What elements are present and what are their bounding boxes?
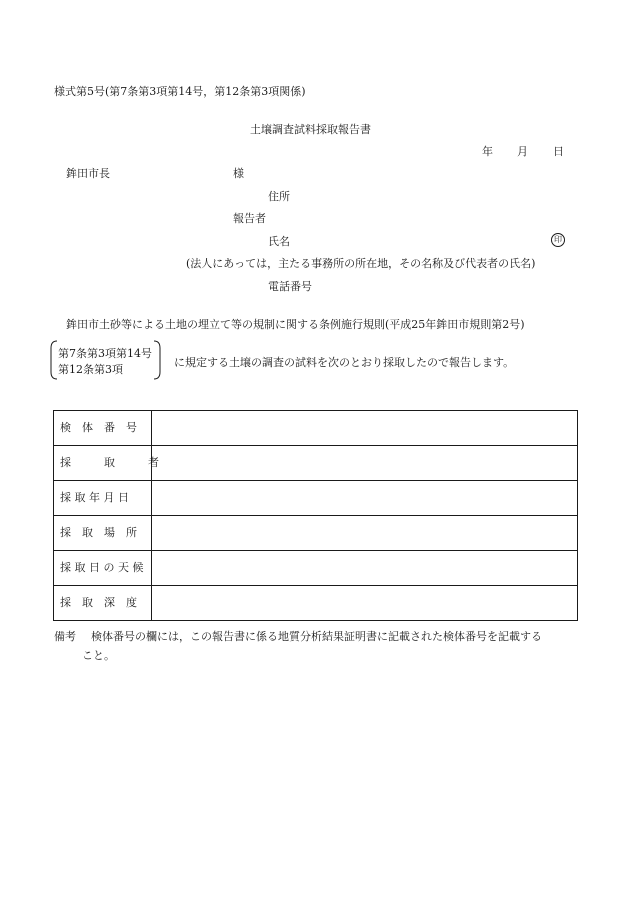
- table-row: [54, 411, 578, 446]
- row-label-collector: 採 取 者: [54, 446, 152, 481]
- reporter-label: 報告者: [233, 212, 266, 225]
- date-year-label: 年: [482, 145, 493, 158]
- row-value-collection-site[interactable]: [152, 516, 578, 551]
- table-row: [54, 551, 578, 586]
- article-reference-2: 第12条第3項: [58, 363, 123, 376]
- phone-label: 電話番号: [268, 280, 312, 293]
- document-title: 土壌調査試料採取報告書: [250, 123, 371, 136]
- body-text: に規定する土壌の調査の試料を次のとおり採取したので報告します。: [174, 356, 515, 369]
- addressee: 鉾田市長: [66, 167, 110, 180]
- row-value-weather[interactable]: [152, 551, 578, 586]
- date-month-label: 月: [517, 145, 528, 158]
- regulation-line: 鉾田市土砂等による土地の埋立て等の規制に関する条例施行規則(平成25年鉾田市規則第2号): [66, 318, 525, 331]
- date-day-label: 日: [553, 145, 564, 158]
- remarks-label: 備考: [54, 630, 76, 643]
- row-label-weather: 採 取 日 の 天 候: [54, 551, 152, 586]
- table-row: [54, 586, 578, 621]
- remarks-text: 検体番号の欄には，この報告書に係る地質分析結果証明書に記載された検体番号を記載する: [91, 630, 542, 643]
- honorific: 様: [233, 167, 244, 180]
- row-value-collector[interactable]: [152, 446, 578, 481]
- form-number: 様式第5号(第7条第3項第14号，第12条第3項関係): [54, 85, 306, 98]
- report-table: [53, 410, 578, 621]
- row-label-specimen-number: 検 体 番 号: [54, 411, 152, 446]
- row-label-collection-date: 採 取 年 月 日: [54, 481, 152, 516]
- corporate-note: (法人にあっては，主たる事務所の所在地，その名称及び代表者の氏名): [186, 257, 536, 270]
- name-label: 氏名: [268, 235, 290, 248]
- article-reference-1: 第7条第3項第14号: [58, 347, 152, 360]
- row-value-collection-depth[interactable]: [152, 586, 578, 621]
- row-value-collection-date[interactable]: [152, 481, 578, 516]
- row-value-specimen-number[interactable]: [152, 411, 578, 446]
- table-row: [54, 516, 578, 551]
- table-row: [54, 446, 578, 481]
- seal-mark-icon: 印: [551, 233, 565, 247]
- address-label: 住所: [268, 190, 290, 203]
- row-label-collection-depth: 採 取 深 度: [54, 586, 152, 621]
- remarks-continuation: こと。: [82, 649, 115, 662]
- table-row: [54, 481, 578, 516]
- row-label-collection-site: 採 取 場 所: [54, 516, 152, 551]
